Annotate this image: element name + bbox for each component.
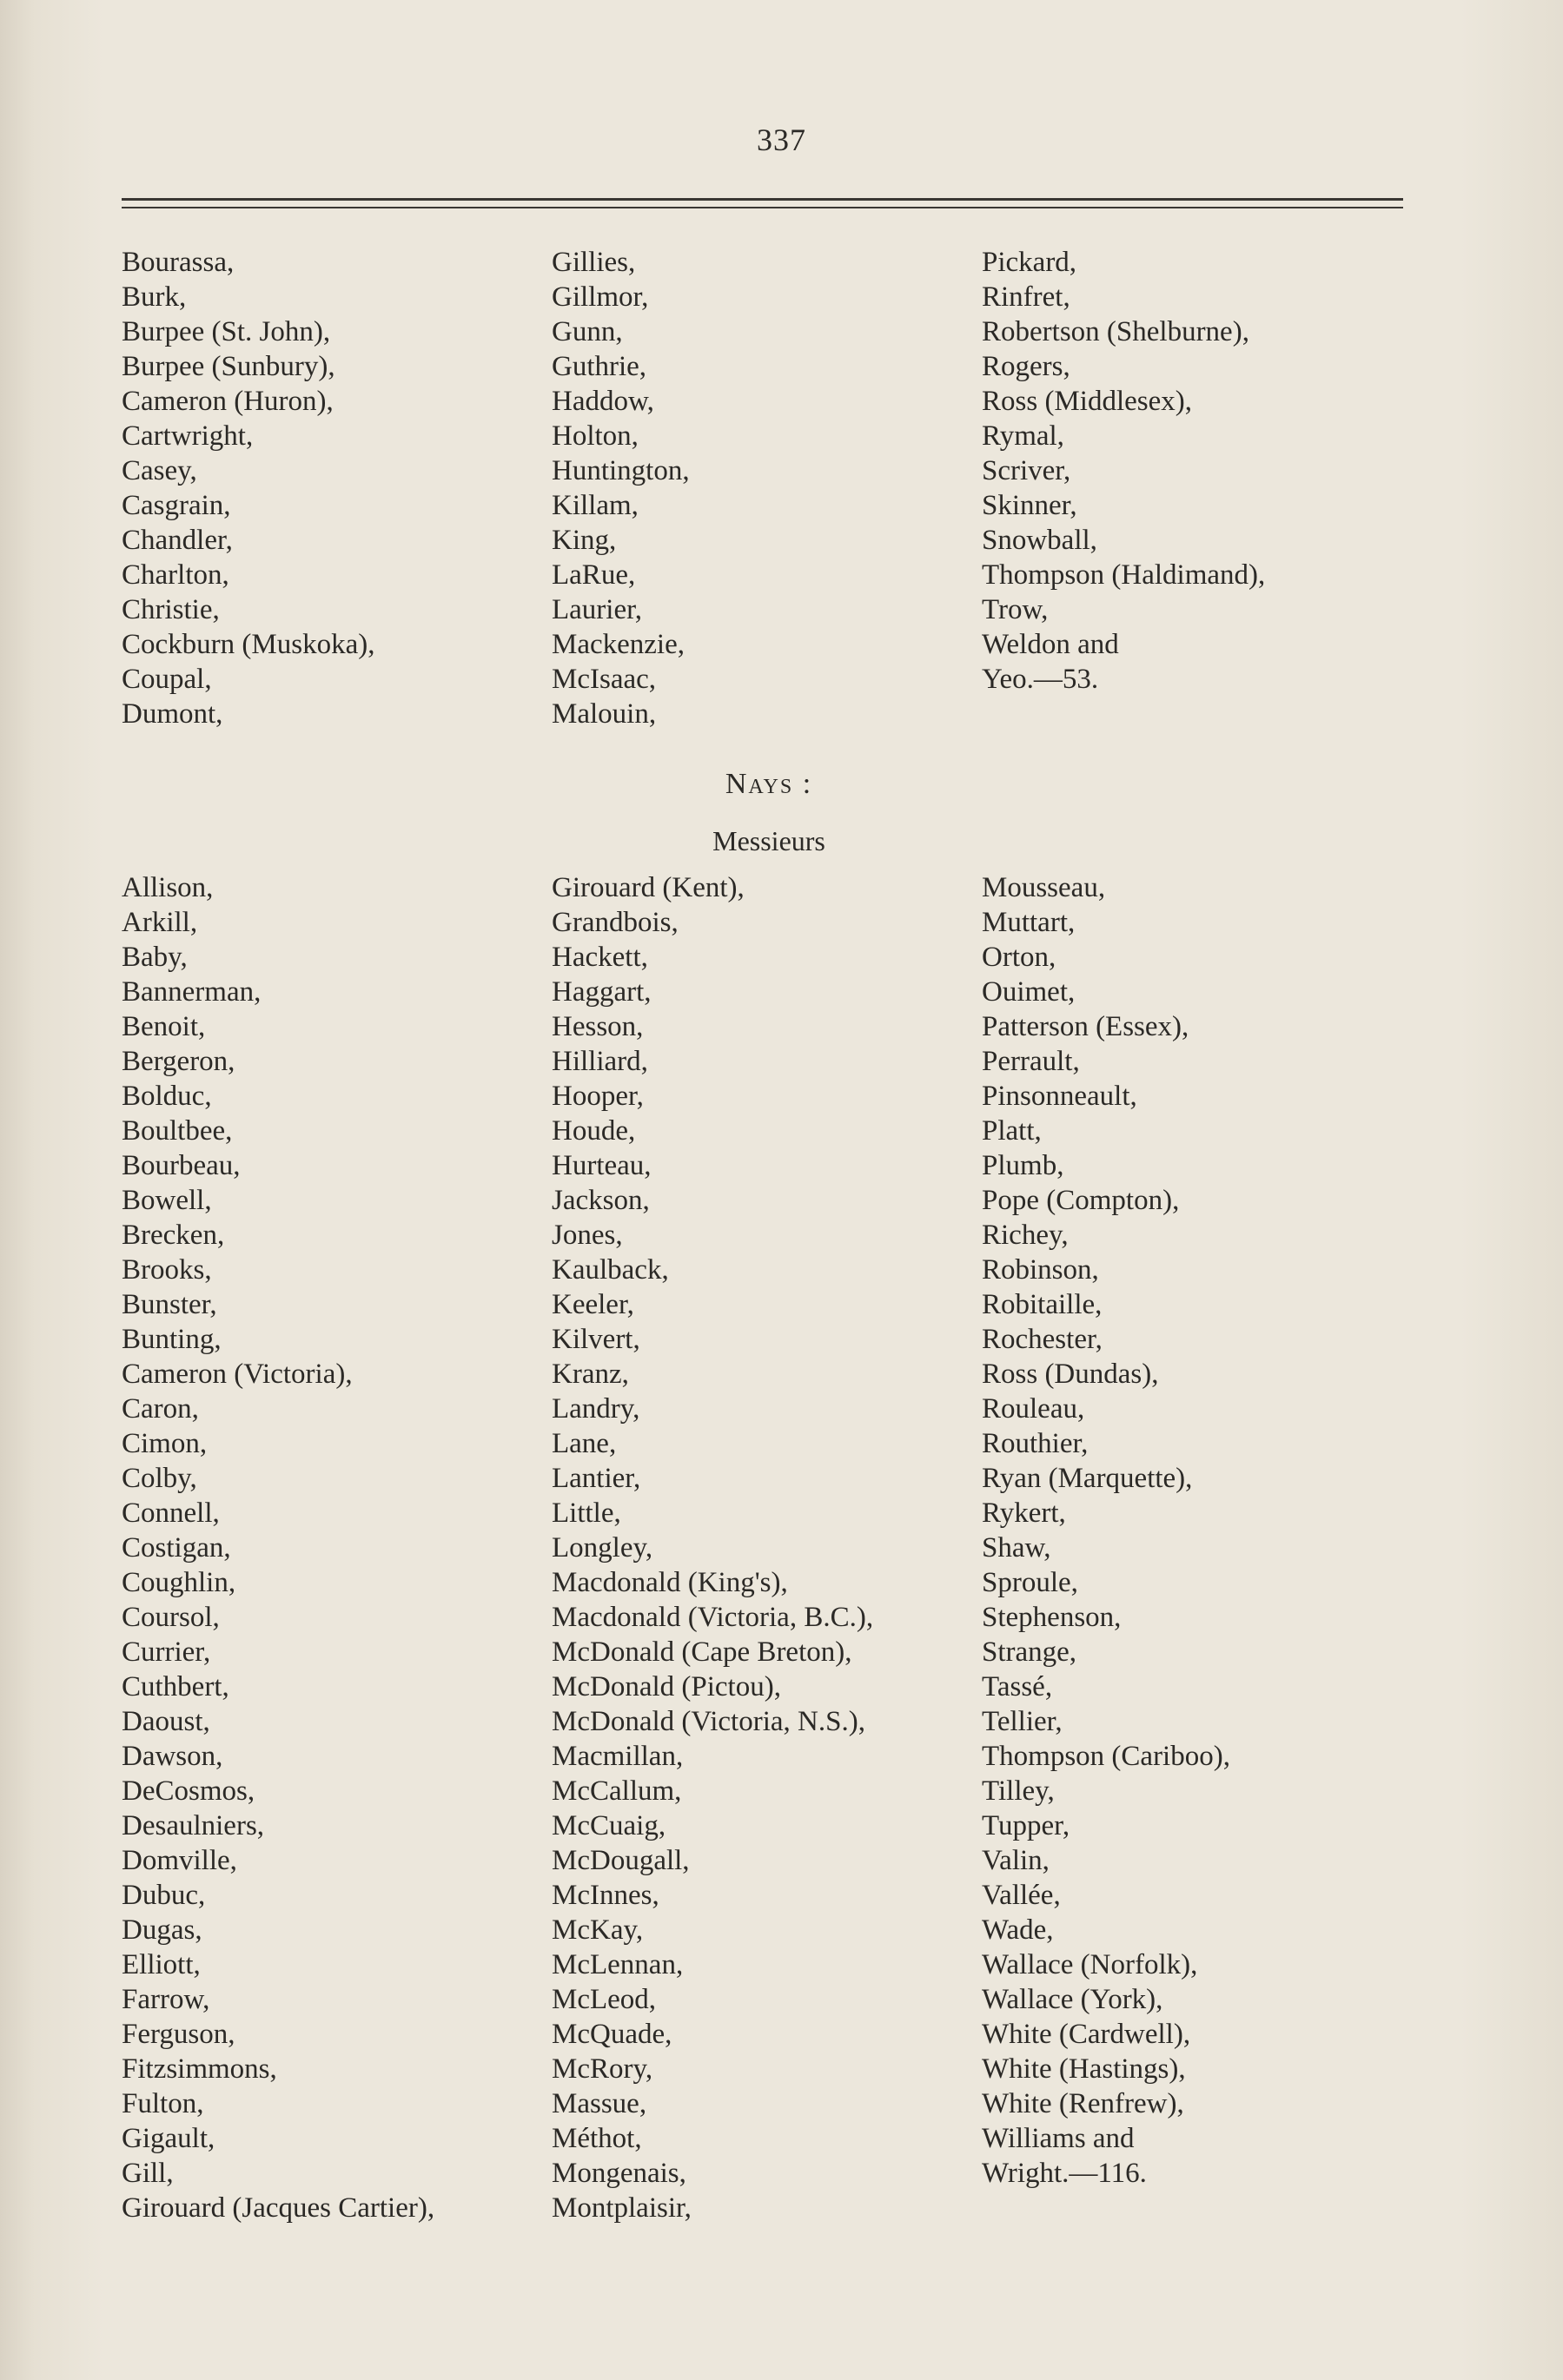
member-name: Malouin, bbox=[552, 698, 657, 730]
member-name: Bunster, bbox=[122, 1289, 217, 1320]
member-name: Macmillan, bbox=[552, 1741, 684, 1772]
member-name: Daoust, bbox=[122, 1706, 210, 1737]
member-name: Haggart, bbox=[552, 976, 652, 1008]
member-name: LaRue, bbox=[552, 559, 636, 591]
member-name: Mackenzie, bbox=[552, 629, 685, 660]
member-name: Tilley, bbox=[982, 1775, 1055, 1807]
member-name: Rymal, bbox=[982, 420, 1064, 452]
member-name: Bunting, bbox=[122, 1324, 222, 1355]
member-name: Connell, bbox=[122, 1497, 220, 1529]
member-name: McDonald (Pictou), bbox=[552, 1671, 781, 1702]
member-name: White (Hastings), bbox=[982, 2053, 1186, 2085]
member-name: King, bbox=[552, 525, 617, 556]
member-name: Robinson, bbox=[982, 1254, 1099, 1286]
header-rule-thin bbox=[122, 207, 1403, 208]
member-name: Haddow, bbox=[552, 386, 654, 417]
member-name: Kaulback, bbox=[552, 1254, 669, 1286]
member-name: Longley, bbox=[552, 1532, 653, 1564]
page-number: 337 bbox=[757, 122, 806, 157]
member-name: Girouard (Jacques Cartier), bbox=[122, 2192, 435, 2224]
member-name: Laurier, bbox=[552, 594, 643, 625]
member-name: Ross (Dundas), bbox=[982, 1359, 1159, 1390]
member-name: Benoit, bbox=[122, 1011, 206, 1042]
member-name: Tupper, bbox=[982, 1810, 1070, 1841]
member-name: Farrow, bbox=[122, 1984, 210, 2015]
member-name: Houde, bbox=[552, 1115, 636, 1147]
member-name: Pope (Compton), bbox=[982, 1185, 1180, 1216]
yeas-column-1 bbox=[122, 245, 552, 731]
member-name: Hilliard, bbox=[552, 1046, 648, 1077]
member-name: Cockburn (Muskoka), bbox=[122, 629, 375, 660]
member-name: Rouleau, bbox=[982, 1393, 1085, 1425]
member-name: Pickard, bbox=[982, 247, 1077, 278]
member-name: Wade, bbox=[982, 1914, 1054, 1946]
member-name: Brecken, bbox=[122, 1220, 225, 1251]
member-name: Elliott, bbox=[122, 1949, 201, 1980]
member-name: Domville, bbox=[122, 1845, 237, 1876]
member-name: Bourassa, bbox=[122, 247, 235, 278]
member-name: Cuthbert, bbox=[122, 1671, 229, 1702]
member-name: Casgrain, bbox=[122, 490, 231, 521]
member-name: Fulton, bbox=[122, 2088, 204, 2119]
member-name: Gillies, bbox=[552, 247, 636, 278]
nays-subheading: Messieurs bbox=[712, 825, 825, 856]
member-name: Cimon, bbox=[122, 1428, 208, 1459]
member-name: McKay, bbox=[552, 1914, 644, 1946]
member-name: Charlton, bbox=[122, 559, 229, 591]
member-name: Wright.—116. bbox=[982, 2158, 1147, 2189]
member-name: Cameron (Victoria), bbox=[122, 1359, 353, 1390]
member-name: Hurteau, bbox=[552, 1150, 652, 1181]
member-name: Christie, bbox=[122, 594, 220, 625]
member-name: Méthot, bbox=[552, 2123, 642, 2154]
member-name: McDougall, bbox=[552, 1845, 690, 1876]
member-name: Costigan, bbox=[122, 1532, 231, 1564]
member-name: Boultbee, bbox=[122, 1115, 233, 1147]
nays-heading: Nays : bbox=[725, 768, 813, 800]
member-name: Casey, bbox=[122, 455, 197, 486]
member-name: Kilvert, bbox=[552, 1324, 640, 1355]
member-name: Guthrie, bbox=[552, 351, 647, 382]
member-name: Cartwright, bbox=[122, 420, 254, 452]
member-name: Currier, bbox=[122, 1636, 211, 1668]
member-name: Dubuc, bbox=[122, 1880, 206, 1911]
member-name: Baby, bbox=[122, 942, 188, 973]
nays-list bbox=[122, 870, 1477, 2225]
member-name: Ryan (Marquette), bbox=[982, 1463, 1193, 1494]
member-name: Rochester, bbox=[982, 1324, 1103, 1355]
member-name: Chandler, bbox=[122, 525, 233, 556]
member-name: Tellier, bbox=[982, 1706, 1063, 1737]
member-name: White (Cardwell), bbox=[982, 2019, 1191, 2050]
member-name: Rykert, bbox=[982, 1497, 1066, 1529]
member-name: Mongenais, bbox=[552, 2158, 686, 2189]
nays-column-3 bbox=[982, 870, 1477, 2225]
member-name: Jones, bbox=[552, 1220, 623, 1251]
member-name: Wallace (Norfolk), bbox=[982, 1949, 1198, 1980]
member-name: Perrault, bbox=[982, 1046, 1080, 1077]
member-name: Orton, bbox=[982, 942, 1056, 973]
member-name: Wallace (York), bbox=[982, 1984, 1163, 2015]
member-name: Hesson, bbox=[552, 1011, 644, 1042]
member-name: Kranz, bbox=[552, 1359, 629, 1390]
member-name: Macdonald (King's), bbox=[552, 1567, 788, 1598]
member-name: Macdonald (Victoria, B.C.), bbox=[552, 1602, 874, 1633]
member-name: Thompson (Haldimand), bbox=[982, 559, 1266, 591]
member-name: McRory, bbox=[552, 2053, 653, 2085]
member-name: Gigault, bbox=[122, 2123, 215, 2154]
member-name: Dawson, bbox=[122, 1741, 223, 1772]
member-name: Robertson (Shelburne), bbox=[982, 316, 1249, 347]
member-name: Jackson, bbox=[552, 1185, 650, 1216]
member-name: Ouimet, bbox=[982, 976, 1076, 1008]
member-name: Coursol, bbox=[122, 1602, 220, 1633]
member-name: Yeo.—53. bbox=[982, 664, 1099, 695]
member-name: Colby, bbox=[122, 1463, 197, 1494]
member-name: Vallée, bbox=[982, 1880, 1061, 1911]
member-name: Burpee (Sunbury), bbox=[122, 351, 335, 382]
member-name: Ferguson, bbox=[122, 2019, 235, 2050]
member-name: Snowball, bbox=[982, 525, 1097, 556]
member-name: McLeod, bbox=[552, 1984, 657, 2015]
member-name: McCuaig, bbox=[552, 1810, 666, 1841]
member-name: Caron, bbox=[122, 1393, 199, 1425]
member-name: Scriver, bbox=[982, 455, 1071, 486]
member-name: Keeler, bbox=[552, 1289, 634, 1320]
member-name: Dumont, bbox=[122, 698, 223, 730]
member-name: Huntington, bbox=[552, 455, 690, 486]
member-name: DeCosmos, bbox=[122, 1775, 255, 1807]
member-name: Cameron (Huron), bbox=[122, 386, 334, 417]
member-name: Shaw, bbox=[982, 1532, 1051, 1564]
member-name: Bowell, bbox=[122, 1185, 212, 1216]
member-name: Grandbois, bbox=[552, 907, 679, 938]
yeas-column-3 bbox=[982, 245, 1477, 731]
member-name: Rogers, bbox=[982, 351, 1070, 382]
member-name: Landry, bbox=[552, 1393, 640, 1425]
member-name: Dugas, bbox=[122, 1914, 202, 1946]
member-name: McDonald (Cape Breton), bbox=[552, 1636, 852, 1668]
member-name: Coupal, bbox=[122, 664, 212, 695]
member-name: McInnes, bbox=[552, 1880, 659, 1911]
member-name: Girouard (Kent), bbox=[552, 872, 745, 903]
member-name: Allison, bbox=[122, 872, 214, 903]
member-name: Stephenson, bbox=[982, 1602, 1122, 1633]
member-name: Bourbeau, bbox=[122, 1150, 241, 1181]
member-name: Robitaille, bbox=[982, 1289, 1103, 1320]
member-name: Bannerman, bbox=[122, 976, 262, 1008]
member-name: Coughlin, bbox=[122, 1567, 236, 1598]
member-name: Killam, bbox=[552, 490, 639, 521]
member-name: Patterson (Essex), bbox=[982, 1011, 1189, 1042]
member-name: Bolduc, bbox=[122, 1081, 212, 1112]
member-name: Burk, bbox=[122, 281, 187, 313]
member-name: Muttart, bbox=[982, 907, 1076, 938]
member-name: Sproule, bbox=[982, 1567, 1078, 1598]
member-name: Massue, bbox=[552, 2088, 647, 2119]
nays-column-1 bbox=[122, 870, 552, 2225]
member-name: Burpee (St. John), bbox=[122, 316, 331, 347]
member-name: Fitzsimmons, bbox=[122, 2053, 277, 2085]
header-rule-thick bbox=[122, 198, 1403, 201]
member-name: Bergeron, bbox=[122, 1046, 235, 1077]
member-name: Strange, bbox=[982, 1636, 1077, 1668]
member-name: Pinsonneault, bbox=[982, 1081, 1137, 1112]
member-name: McIsaac, bbox=[552, 664, 657, 695]
member-name: Montplaisir, bbox=[552, 2192, 692, 2224]
member-name: Lane, bbox=[552, 1428, 617, 1459]
member-name: Hooper, bbox=[552, 1081, 644, 1112]
member-name: Richey, bbox=[982, 1220, 1069, 1251]
nays-column-2 bbox=[552, 870, 982, 2225]
member-name: Skinner, bbox=[982, 490, 1077, 521]
member-name: Mousseau, bbox=[982, 872, 1106, 903]
member-name: Holton, bbox=[552, 420, 639, 452]
member-name: Williams and bbox=[982, 2123, 1135, 2154]
member-name: Gill, bbox=[122, 2158, 174, 2189]
member-name: Little, bbox=[552, 1497, 621, 1529]
member-name: Thompson (Cariboo), bbox=[982, 1741, 1230, 1772]
member-name: Valin, bbox=[982, 1845, 1050, 1876]
member-name: Trow, bbox=[982, 594, 1049, 625]
member-name: Platt, bbox=[982, 1115, 1042, 1147]
member-name: Gillmor, bbox=[552, 281, 649, 313]
member-name: Ross (Middlesex), bbox=[982, 386, 1192, 417]
member-name: White (Renfrew), bbox=[982, 2088, 1184, 2119]
member-name: Gunn, bbox=[552, 316, 623, 347]
member-name: Plumb, bbox=[982, 1150, 1064, 1181]
yeas-list bbox=[122, 245, 1477, 731]
member-name: Desaulniers, bbox=[122, 1810, 265, 1841]
member-name: McCallum, bbox=[552, 1775, 682, 1807]
member-name: Hackett, bbox=[552, 942, 648, 973]
member-name: Brooks, bbox=[122, 1254, 212, 1286]
yeas-column-2 bbox=[552, 245, 982, 731]
member-name: Tassé, bbox=[982, 1671, 1053, 1702]
member-name: Routhier, bbox=[982, 1428, 1089, 1459]
member-name: Weldon and bbox=[982, 629, 1119, 660]
member-name: Arkill, bbox=[122, 907, 198, 938]
member-name: McDonald (Victoria, N.S.), bbox=[552, 1706, 865, 1737]
member-name: Rinfret, bbox=[982, 281, 1070, 313]
member-name: McQuade, bbox=[552, 2019, 672, 2050]
member-name: Lantier, bbox=[552, 1463, 641, 1494]
member-name: McLennan, bbox=[552, 1949, 684, 1980]
